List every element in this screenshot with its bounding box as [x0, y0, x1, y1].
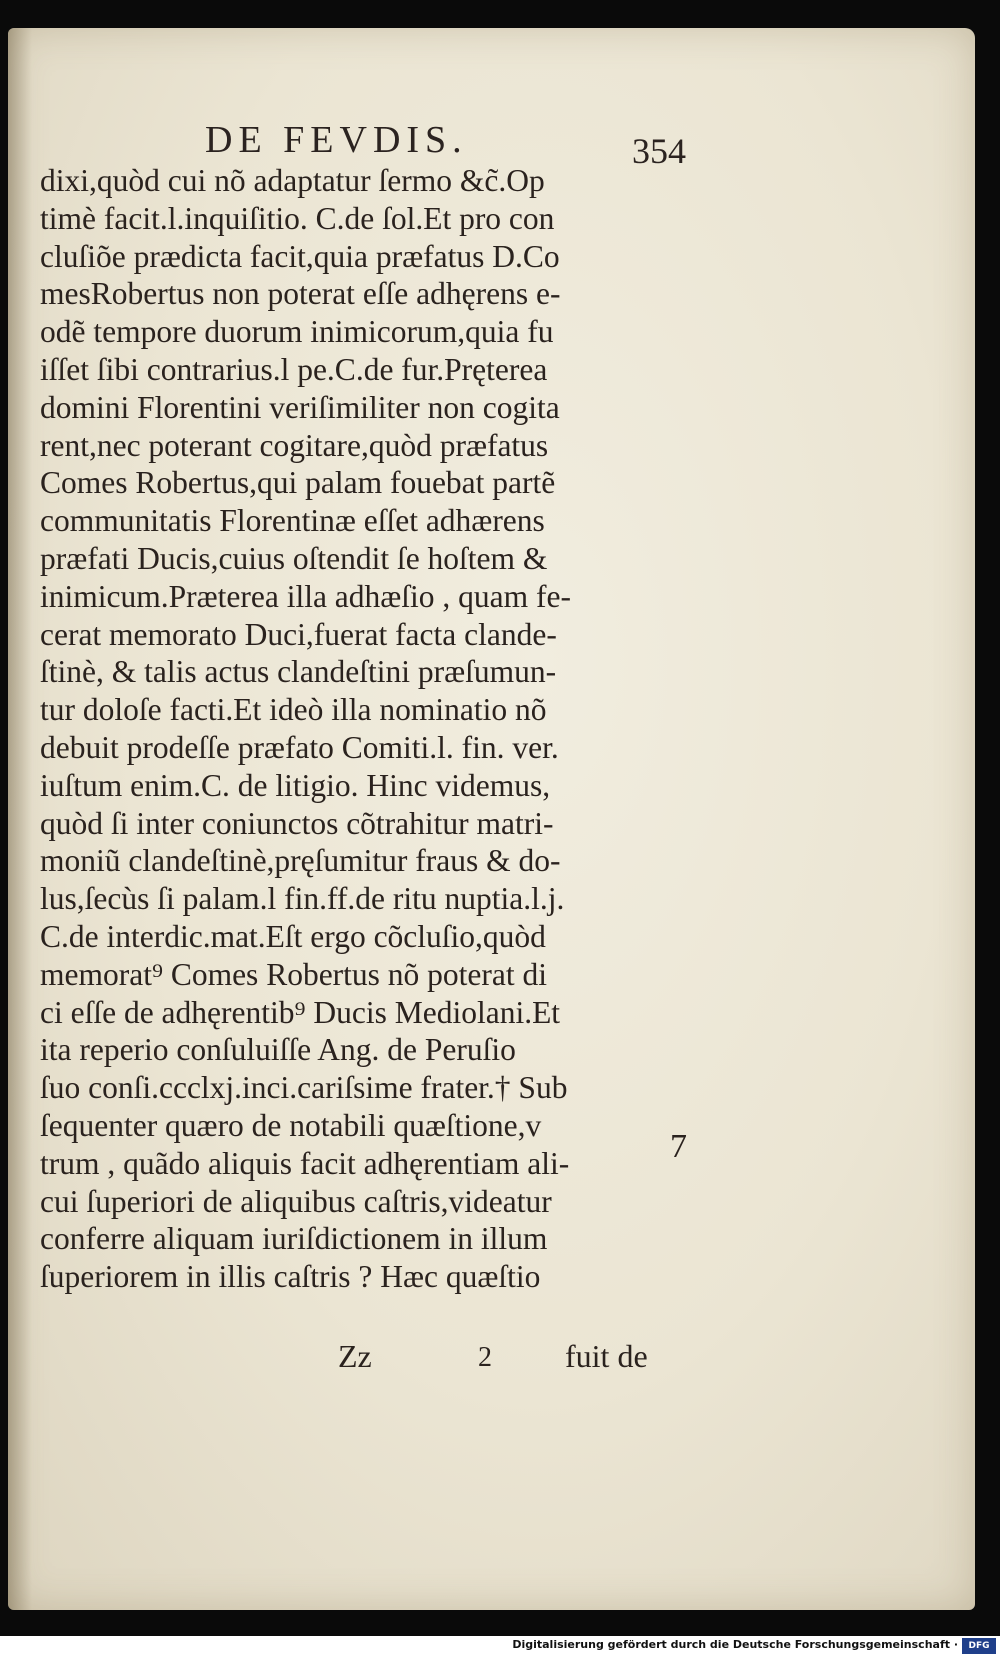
text-line: domini Florentini veriſimiliter non cogita	[40, 389, 560, 425]
text-line: ſequenter quæro de notabili quæſtione,v	[40, 1107, 542, 1143]
text-line: ſtinè, & talis actus clandeſtini præſumun-	[40, 654, 557, 690]
page-gutter-shadow	[8, 28, 32, 1610]
text-line: mesRobertus non poterat eſſe adhęrens e-	[40, 276, 561, 312]
text-line: inimicum.Præterea illa adhæſio , quam fe-	[40, 578, 571, 614]
body-text	[40, 162, 680, 1296]
text-line: iuſtum enim.C. de litigio. Hinc videmus,	[40, 767, 551, 803]
catchword: fuit de	[565, 1338, 648, 1374]
signature-mark: Zz	[338, 1338, 372, 1374]
text-line: Comes Robertus,qui palam fouebat partẽ	[40, 465, 556, 501]
text-line: lus,ſecùs ſi palam.l fin.ff.de ritu nuptia.l.j.	[40, 881, 565, 917]
text-line: dixi,quòd cui nõ adaptatur ſermo &c̃.Op	[40, 163, 545, 198]
dfg-logo: DFG	[962, 1638, 996, 1654]
text-line: C.de interdic.mat.Eſt ergo cõcluſio,quòd	[40, 918, 546, 954]
signature-number: 2	[478, 1342, 492, 1373]
funding-credit: Digitalisierung gefördert durch die Deutsche Forschungsgemeinschaft ·	[512, 1638, 958, 1651]
text-line: iſſet ſibi contrarius.l pe.C.de fur.Pręterea	[40, 351, 548, 387]
text-line: communitatis Florentinæ eſſet adhærens	[40, 503, 545, 539]
text-line: debuit prodeſſe præfato Comiti.l. fin. ver.	[40, 729, 559, 765]
text-line: cerat memorato Duci,fuerat facta clande-	[40, 616, 557, 652]
text-line: quòd ſi inter coniunctos cõtrahitur matri-	[40, 805, 554, 841]
text-line: trum , quãdo aliquis facit adhęrentiam ali-	[40, 1145, 570, 1181]
page-number: 354	[632, 131, 686, 171]
text-line: odẽ tempore duorum inimicorum,quia fu	[40, 314, 554, 350]
text-line: præfati Ducis,cuius oſtendit ſe hoſtem &	[40, 540, 548, 576]
margin-note: 7	[670, 1128, 687, 1165]
text-line: cluſiõe prædicta facit,quia præfatus D.Co	[40, 238, 560, 274]
text-line: conferre aliquam iuriſdictionem in illum	[40, 1221, 548, 1257]
text-line: moniũ clandeſtinè,pręſumitur fraus & do-	[40, 843, 561, 879]
text-line: tur doloſe facti.Et ideò illa nominatio nõ	[40, 692, 547, 728]
text-line: memorat⁹ Comes Robertus nõ poterat di	[40, 956, 548, 992]
text-line: ſuo conſi.ccclxj.inci.cariſsime frater.† Sub	[40, 1070, 568, 1106]
text-line: ita reperio conſuluiſſe Ang. de Peruſio	[40, 1032, 516, 1068]
text-line: rent,nec poterant cogitare,quòd præfatus	[40, 427, 549, 463]
running-head: DE FEVDIS.	[205, 119, 468, 161]
text-line: timè facit.l.inquiſitio. C.de ſol.Et pro con	[40, 200, 555, 236]
text-line: cui ſuperiori de aliquibus caſtris,videatur	[40, 1183, 552, 1219]
text-line: ci eſſe de adhęrentib⁹ Ducis Mediolani.Et	[40, 994, 561, 1030]
text-line: ſuperiorem in illis caſtris ? Hæc quæſtio	[40, 1259, 541, 1295]
footer-bar	[0, 1636, 1000, 1657]
